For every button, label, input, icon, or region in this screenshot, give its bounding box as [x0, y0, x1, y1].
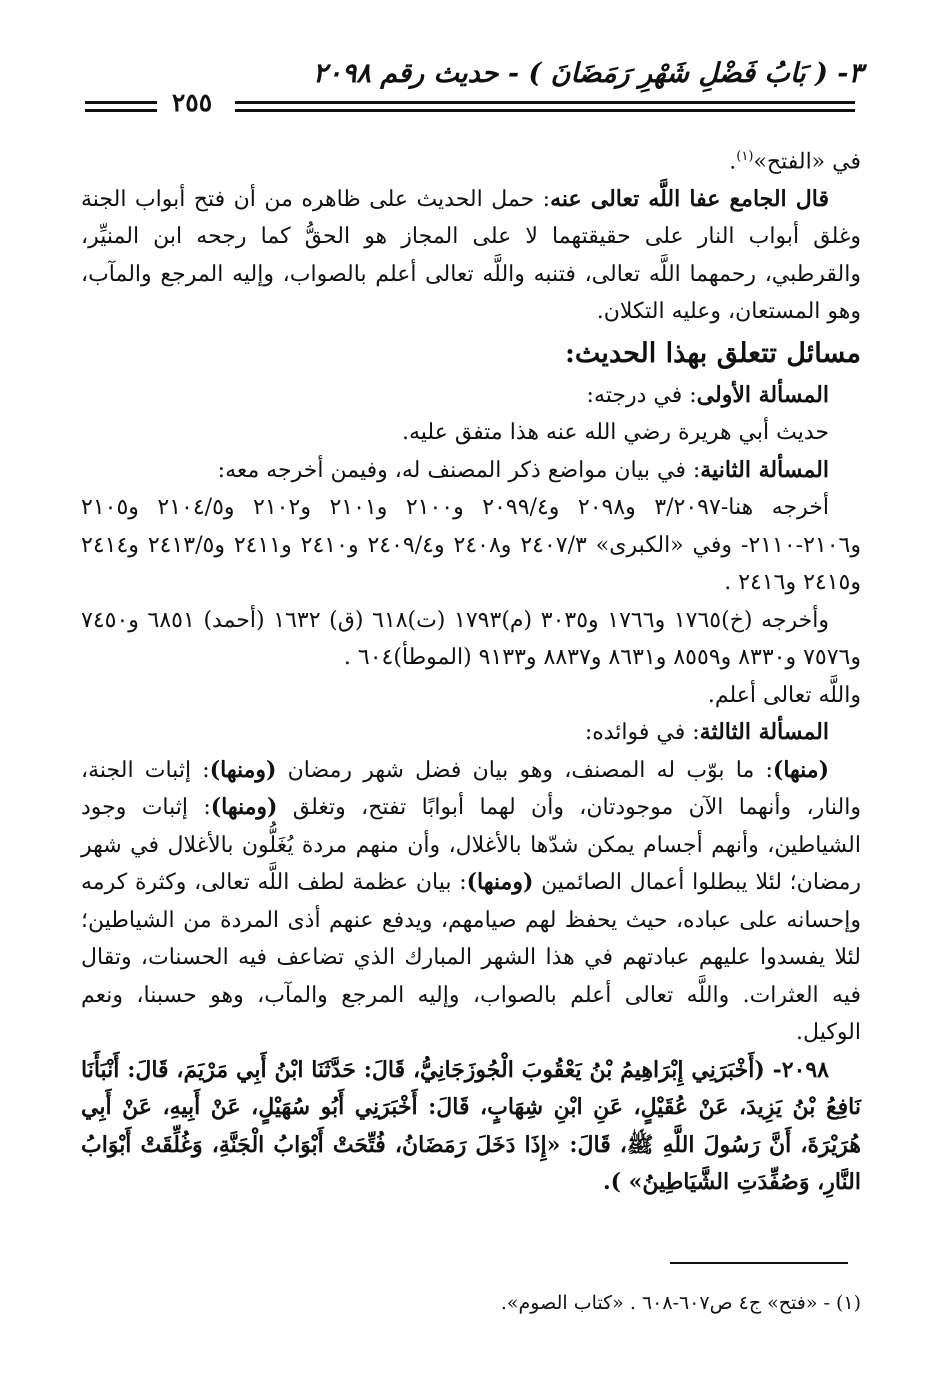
issue-2-text-nasai: أخرجه هنا-٣/٢٠٩٧ و٢٠٩٨ و٢٠٩٩/٤ و٢١٠٠ و٢١٠١ و٢١٠٢ و٢١٠٤/٥ و٢١٠٥ و٢١٠٦-٢١١٠- وفي «الكبرى» ٢٤٠٧/٣ و٢٤٠٨ و٢٤٠٩/٤ و٢٤١٠ و٢٤١١ و٢٤١٣/٥ و٢٤١٤ و٢٤١٥ و٢٤١٦ .: [81, 495, 861, 596]
issue-1-text: حديث أبي هريرة رضي الله عنه هذا متفق عليه.: [401, 420, 829, 446]
page-number: ٢٥٥: [171, 88, 213, 117]
issue-2-subject: : في بيان مواضع ذكر المصنف له، وفيمن أخرجه معه:: [217, 457, 701, 483]
header-rule: [235, 109, 855, 112]
author-comment-text: : حمل الحديث على ظاهره من أن فتح أبواب الجنة وغلق أبواب النار على حقيقتهما لا على المجاز هو الحقُّ كما رجحه ابن المنيِّر، والقرطبي، رحمهما اللَّه تعالى، فتنبه واللَّه تعالى أعلم بالصواب، وإليه المرجع والمآب، وهو المستعان، وعليه التكلان.: [81, 186, 862, 325]
benefit-text: : إثبات وجود الشياطين، وأنهم أجسام يمكن شدّها بالأغلال، وأن منهم مردة يُغَلُّون بالأغلال في شهر رمضان؛ لئلا يبطلوا أعمال الصائمين: [81, 795, 862, 896]
benefit-text: : ما بوّب له المصنف، وهو بيان فضل شهر رمضان: [276, 757, 773, 783]
benefit-marker: (منها): [772, 756, 829, 783]
footnote-separator: [670, 1262, 848, 1264]
benefit-text: : إثبات الجنة، والنار، وأنهما الآن موجودتان، وأن لهما أبوابًا تفتح، وتغلق: [81, 757, 861, 821]
footnote: (١) - «فتح» ج٤ ص٦٠٧-٦٠٨ . «كتاب الصوم».: [500, 1292, 861, 1314]
issue-3-title: [81, 714, 861, 752]
header-rule: [85, 101, 157, 104]
footnote-marker: (١): [736, 149, 754, 164]
issue-3-subject: : في فوائده:: [584, 720, 700, 746]
author-comment: [81, 181, 861, 331]
benefit-marker: (ومنها): [466, 869, 534, 896]
issue-1-subject: : في درجته:: [586, 382, 697, 408]
issue-1-label: المسألة الأولى: [696, 381, 829, 408]
benefit-marker: (ومنها): [210, 794, 278, 821]
issue-2-closing: واللَّه تعالى أعلم.: [707, 682, 861, 708]
issue-2-label: المسألة الثانية: [700, 456, 829, 483]
issue-2-title: [81, 452, 861, 490]
issue-1-title: [81, 377, 861, 415]
page-body: [81, 138, 861, 1202]
running-title: ٣- ( بَابُ فَضْلِ شَهْرِ رَمَضَانَ ) - حديث رقم ٢٠٩٨: [312, 58, 863, 89]
author-label: قال الجامع عفا اللَّه تعالى عنه: [550, 185, 829, 212]
issue-2-text-others: وأخرجه (خ)١٧٦٥ و١٧٦٦ و٣٠٣٥ (م)١٧٩٣ (ت)٦١٨ (ق) ١٦٣٢ (أحمد) ٦٨٥١ و٧٤٥٠ و٧٥٧٦ و٨٣٣٠ و٨٥٥٩ و٨٦٣١ و٨٨٣٧ و٩١٣٣ (الموطأ)٦٠٤ .: [81, 607, 861, 671]
benefit-marker: (ومنها): [209, 756, 277, 783]
issue-3-text: [81, 752, 861, 1052]
header-rule: [235, 101, 855, 104]
hadith-text: ٢٠٩٨- (أَخْبَرَنِي إِبْرَاهِيمُ بْنُ يَعْقُوبَ الْجُوزَجَانِيُّ، قَالَ: حَدَّثَنَا ابْنُ أَبِي مَرْيَمَ، قَالَ: أَنْبَأَنَا نَافِعُ بْنُ يَزِيدَ، عَنْ عُقَيْلٍ، عَنِ ابْنِ شِهَابٍ، قَالَ: أَخْبَرَنِي أَبُو سُهَيْلٍ، عَنْ أَبِيهِ، عَنْ أَبِي هُرَيْرَةَ، أَنَّ رَسُولَ اللَّهِ ﷺ، قَالَ: «إِذَا دَخَلَ رَمَضَانُ، فُتِّحَتْ أَبْوَابُ الْجَنَّةِ، وَغُلِّقَتْ أَبْوَابُ النَّارِ، وَصُفِّدَتِ الشَّيَاطِينُ» ).: [81, 1056, 861, 1196]
section-heading: مسائل تتعلق بهذا الحديث:: [564, 337, 861, 369]
period: .: [729, 149, 737, 175]
issue-3-label: المسألة الثالثة: [699, 719, 829, 746]
header-rule: [85, 109, 157, 112]
fath-reference: في «الفتح»: [753, 149, 861, 175]
paragraph: [81, 138, 861, 181]
benefit-text: : بيان عظمة لطف اللَّه تعالى، وكثرة كرمه وإحسانه على عباده، حيث يحفظ لهم صيامهم، ويدفع عنهم أذى المردة من الشياطين؛ لئلا يفسدوا عليهم عبادتهم في هذا الشهر المبارك الذي تضاعف فيه الحسنات، وتقال فيه العثرات. واللَّه تعالى أعلم بالصواب، وإليه المرجع والمآب، وهو حسبنا، ونعم الوكيل.: [81, 870, 861, 1046]
